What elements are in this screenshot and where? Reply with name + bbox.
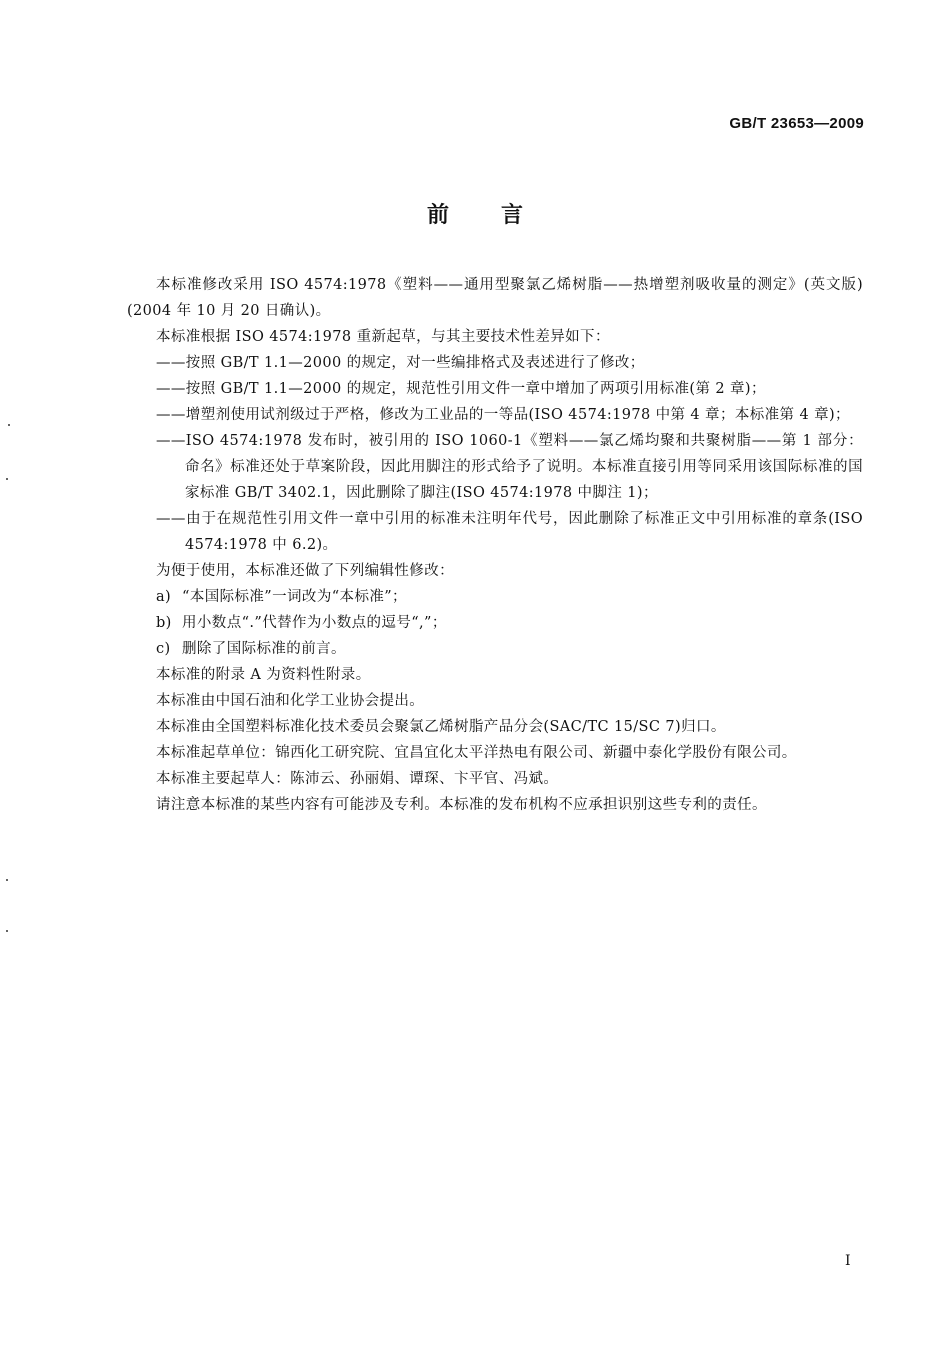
scan-speck — [8, 424, 10, 426]
paragraph-annex: 本标准的附录 A 为资料性附录。 — [156, 667, 371, 683]
difference-item: ——ISO 4574:1978 发布时，被引用的 ISO 1060-1《塑料——氯乙烯均聚和共聚树脂——第 1 部分：命名》标准还处于草案阶段，因此用脚注的形式给予了说明。本标准直接引用等同采用该国际标准的国家标准 GB/T 3402.1，因此删除了脚注(ISO 4574:1978 中脚注 1)； — [156, 433, 863, 501]
paragraph-patent-notice: 请注意本标准的某些内容有可能涉及专利。本标准的发布机构不应承担识别这些专利的责任。 — [156, 797, 767, 813]
paragraph-proposer: 本标准由中国石油和化学工业协会提出。 — [156, 693, 425, 709]
list-item-text: “本国际标准”一词改为“本标准”； — [182, 589, 407, 605]
list-item-text: 删除了国际标准的前言。 — [182, 641, 346, 657]
paragraph-drafters: 本标准主要起草人：陈沛云、孙丽娟、谭琛、卞平官、冯斌。 — [156, 771, 559, 787]
paragraph-adoption: 本标准修改采用 ISO 4574:1978《塑料——通用型聚氯乙烯树脂——热增塑剂吸收量的测定》(英文版)(2004 年 10 月 20 日确认)。 — [127, 277, 863, 319]
difference-item: ——按照 GB/T 1.1—2000 的规定，规范性引用文件一章中增加了两项引用标准(第 2 章)； — [156, 381, 766, 397]
editorial-item-a — [127, 584, 863, 610]
scan-speck — [6, 930, 8, 932]
difference-item: ——按照 GB/T 1.1—2000 的规定，对一些编排格式及表述进行了修改； — [156, 355, 645, 371]
standard-code: GB/T 23653—2009 — [729, 115, 864, 132]
foreword-body — [127, 272, 863, 818]
list-marker: a) — [156, 589, 172, 605]
page-number: I — [845, 1253, 851, 1269]
scan-speck — [6, 879, 8, 881]
list-item-text: 用小数点“.”代替作为小数点的逗号“,”； — [182, 615, 447, 631]
paragraph-drafting-units: 本标准起草单位：锦西化工研究院、宜昌宜化太平洋热电有限公司、新疆中泰化学股份有限公司。 — [156, 745, 797, 761]
difference-item: ——增塑剂使用试剂级过于严格，修改为工业品的一等品(ISO 4574:1978 中第 4 章；本标准第 4 章)； — [156, 407, 850, 423]
paragraph-editorial-intro: 为便于使用，本标准还做了下列编辑性修改： — [156, 563, 454, 579]
page-title: 前言 — [426, 203, 575, 228]
scan-speck — [6, 478, 8, 480]
paragraph-differences-intro: 本标准根据 ISO 4574:1978 重新起草，与其主要技术性差异如下： — [156, 329, 610, 345]
editorial-item-c — [127, 636, 863, 662]
difference-item: ——由于在规范性引用文件一章中引用的标准未注明年代号，因此删除了标准正文中引用标准的章条(ISO 4574:1978 中 6.2)。 — [156, 511, 863, 553]
list-marker: b) — [156, 615, 172, 631]
paragraph-committee: 本标准由全国塑料标准化技术委员会聚氯乙烯树脂产品分会(SAC/TC 15/SC 7)归口。 — [156, 719, 726, 735]
editorial-item-b — [127, 610, 863, 636]
list-marker: c) — [156, 641, 171, 657]
